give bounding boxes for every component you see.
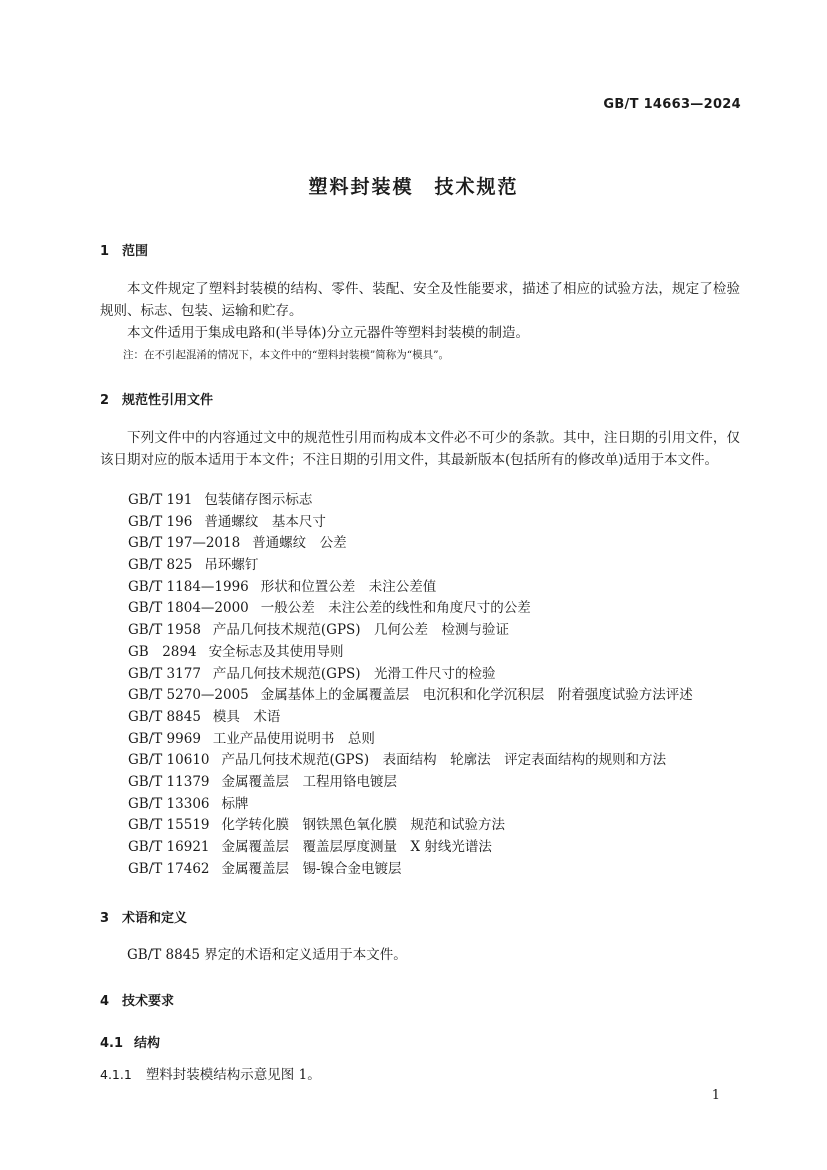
section-3-heading — [100, 907, 187, 926]
section-number: 1 — [100, 244, 110, 259]
clause-text: 塑料封装模结构示意见图 1。 — [145, 1067, 321, 1083]
reference-item — [128, 707, 693, 729]
reference-item — [128, 642, 693, 664]
reference-title: 金属覆盖层 覆盖层厚度测量 X 射线光谱法 — [221, 839, 492, 855]
page-number: 1 — [711, 1088, 720, 1103]
reference-title: 产品几何技术规范(GPS) 表面结构 轮廓法 评定表面结构的规则和方法 — [221, 752, 667, 769]
reference-item — [128, 815, 693, 837]
section-title: 规范性引用文件 — [122, 393, 214, 408]
reference-item — [128, 859, 693, 881]
reference-code: GB/T 10610 — [128, 752, 210, 769]
reference-title: 产品几何技术规范(GPS) 光滑工件尺寸的检验 — [212, 665, 496, 682]
section-title: 范围 — [122, 244, 149, 259]
reference-item — [128, 837, 693, 859]
reference-title: 金属覆盖层 锡-镍合金电镀层 — [221, 860, 402, 877]
reference-code: GB 2894 — [128, 643, 197, 660]
reference-code: GB/T 191 — [128, 492, 193, 508]
reference-title: 普通螺纹 基本尺寸 — [204, 513, 326, 530]
reference-item — [128, 794, 693, 816]
reference-title: 化学转化膜 钢铁黑色氧化膜 规范和试验方法 — [221, 817, 505, 834]
reference-item — [128, 533, 693, 555]
reference-code: GB/T 16921 — [128, 839, 210, 855]
section-title: 术语和定义 — [122, 911, 188, 926]
reference-code: GB/T 196 — [128, 513, 193, 530]
clause-4-1-1 — [100, 1063, 321, 1083]
section-number: 3 — [100, 911, 110, 926]
reference-title: 模具 术语 — [212, 708, 281, 725]
subsection-4-1-heading — [100, 1032, 160, 1051]
reference-title: 普通螺纹 公差 — [252, 535, 347, 552]
reference-list — [128, 490, 693, 880]
reference-title: 标牌 — [221, 795, 249, 812]
reference-title: 工业产品使用说明书 总则 — [212, 730, 375, 747]
reference-code: GB/T 1184—1996 — [128, 578, 249, 595]
reference-code: GB/T 9969 — [128, 730, 201, 747]
reference-title: 金属覆盖层 工程用铬电镀层 — [221, 773, 397, 790]
reference-item — [128, 512, 693, 534]
reference-item — [128, 555, 693, 577]
reference-title: 包装储存图示标志 — [204, 492, 313, 508]
scope-paragraph-2: 本文件适用于集成电路和(半导体)分立元器件等塑料封装模的制造。 — [127, 325, 530, 341]
reference-item — [128, 729, 693, 751]
reference-title: 产品几何技术规范(GPS) 几何公差 检测与验证 — [212, 622, 510, 639]
reference-code: GB/T 1804—2000 — [128, 600, 249, 617]
reference-code: GB/T 8845 — [128, 708, 201, 725]
reference-code: GB/T 15519 — [128, 817, 210, 834]
section-2-heading — [100, 389, 213, 408]
reference-code: GB/T 825 — [128, 557, 193, 574]
reference-item — [128, 772, 693, 794]
document-title: 塑料封装模 技术规范 — [308, 176, 519, 198]
clause-number: 4.1.1 — [100, 1067, 132, 1082]
reference-code: GB/T 197—2018 — [128, 535, 241, 552]
scope-paragraph-1: 本文件规定了塑料封装模的结构、零件、装配、安全及性能要求，描述了相应的试验方法，规定了检验规则、标志、包装、运输和贮存。 — [100, 281, 740, 319]
reference-code: GB/T 11379 — [128, 773, 210, 790]
references-intro: 下列文件中的内容通过文中的规范性引用而构成本文件必不可少的条款。其中，注日期的引用文件，仅该日期对应的版本适用于本文件；不注日期的引用文件，其最新版本(包括所有的修改单)适用于本文件。 — [100, 430, 740, 468]
reference-title: 安全标志及其使用导则 — [208, 643, 344, 660]
reference-item — [128, 490, 693, 512]
reference-item — [128, 750, 693, 772]
standard-number: GB/T 14663—2024 — [603, 97, 741, 112]
reference-item — [128, 685, 693, 707]
reference-title: 吊环螺钉 — [204, 557, 259, 574]
section-1-heading — [100, 240, 148, 259]
subsection-title: 结构 — [134, 1036, 161, 1051]
reference-title: 一般公差 未注公差的线性和角度尺寸的公差 — [260, 600, 531, 617]
terms-paragraph: GB/T 8845 界定的术语和定义适用于本文件。 — [127, 947, 407, 963]
reference-item — [128, 664, 693, 686]
reference-item — [128, 598, 693, 620]
section-4-heading — [100, 990, 174, 1009]
section-number: 4 — [100, 994, 110, 1009]
reference-title: 形状和位置公差 未注公差值 — [260, 578, 437, 595]
scope-note: 注：在不引起混淆的情况下，本文件中的“塑料封装模”简称为“模具”。 — [123, 349, 449, 361]
subsection-number: 4.1 — [100, 1036, 124, 1051]
section-title: 技术要求 — [122, 994, 175, 1009]
reference-item — [128, 620, 693, 642]
reference-code: GB/T 1958 — [128, 622, 201, 639]
reference-code: GB/T 13306 — [128, 795, 210, 812]
reference-title: 金属基体上的金属覆盖层 电沉积和化学沉积层 附着强度试验方法评述 — [260, 687, 693, 704]
reference-code: GB/T 3177 — [128, 665, 201, 682]
reference-item — [128, 577, 693, 599]
reference-code: GB/T 5270—2005 — [128, 687, 249, 704]
section-number: 2 — [100, 393, 110, 408]
reference-code: GB/T 17462 — [128, 860, 210, 877]
